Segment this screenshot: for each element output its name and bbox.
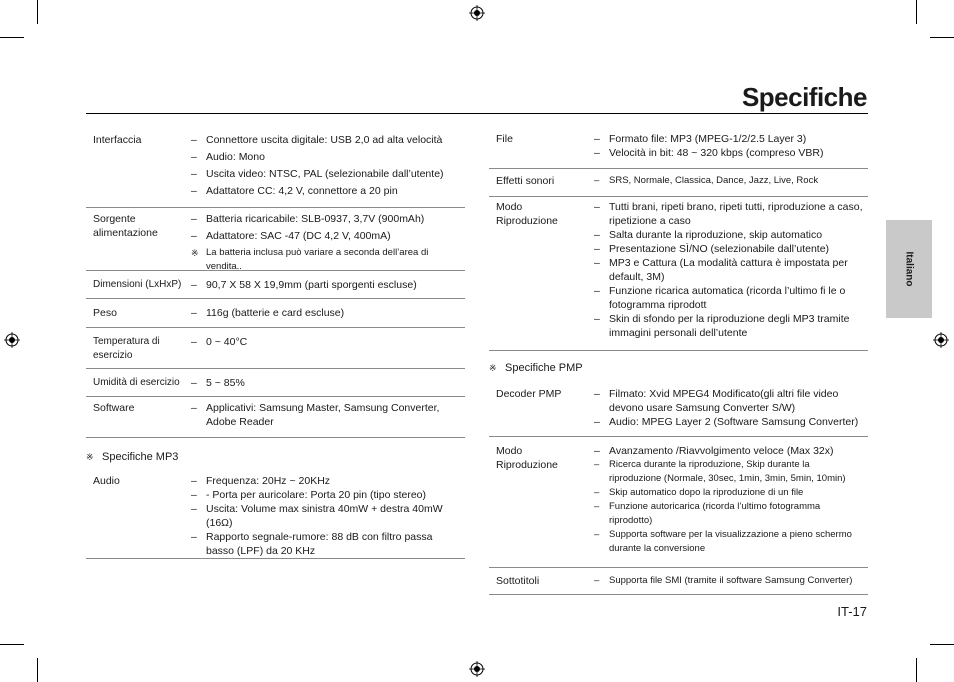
spec-label: Effetti sonori (496, 175, 555, 187)
spec-item: – Adattatore CC: 4,2 V, connettore a 20 pin (191, 184, 461, 198)
spec-row (86, 208, 465, 271)
spec-item: – Frequenza: 20Hz ~ 20KHz (191, 474, 461, 488)
asterisk-icon: ※ (86, 452, 94, 462)
spec-items (594, 200, 864, 340)
spec-item: – Supporta file SMI (tramite il software Samsung Converter) (594, 574, 864, 588)
spec-items (594, 387, 864, 429)
spec-row (86, 328, 465, 369)
section-heading (86, 451, 465, 463)
spec-row (86, 467, 465, 559)
spec-item: – Skin di sfondo per la riproduzione degli MP3 tramite immagini personali dell’utente (594, 312, 864, 340)
crop-mark (916, 658, 917, 682)
spec-note (191, 246, 461, 274)
language-tab (886, 220, 932, 318)
spec-item: – Batteria ricaricabile: SLB-0937, 3,7V (900mAh) (191, 212, 461, 226)
spec-item: – Audio: Mono (191, 150, 461, 164)
spec-row (86, 369, 465, 397)
spec-items (191, 133, 461, 198)
spec-row (86, 126, 465, 208)
spec-item: – Funzione ricarica automatica (ricorda l’ultimo fi le o fotogramma riprodott (594, 284, 864, 312)
right-column (489, 126, 868, 595)
registration-mark-icon (933, 332, 949, 348)
section-heading-text: Specifiche MP3 (102, 451, 179, 463)
spec-item: – 90,7 X 58 X 19,9mm (parti sporgenti escluse) (191, 278, 461, 292)
spec-items (594, 574, 864, 588)
spec-items (191, 212, 461, 274)
language-tab-label: Italiano (903, 251, 915, 287)
spec-label: Temperatura di esercizio (93, 336, 160, 361)
page-title: Specifiche (741, 82, 867, 112)
registration-mark-icon (469, 661, 485, 677)
spec-item: – Salta durante la riproduzione, skip automatico (594, 228, 864, 242)
spec-label: Umidità di esercizio (93, 377, 180, 388)
asterisk-icon: ※ (489, 363, 497, 373)
spec-items (594, 444, 864, 556)
spec-row (86, 271, 465, 299)
spec-row (86, 299, 465, 328)
spec-items (191, 376, 461, 390)
spec-label: Interfaccia (93, 134, 142, 146)
spec-item: – 0 ~ 40°C (191, 335, 461, 349)
spec-item: – - Porta per auricolare: Porta 20 pin (tipo stereo) (191, 488, 461, 502)
spec-label: Peso (93, 307, 117, 319)
crop-mark (0, 644, 24, 645)
spec-item: – Skip automatico dopo la riproduzione di un file (594, 486, 864, 500)
spec-item: – Applicativi: Samsung Master, Samsung Converter, Adobe Reader (191, 401, 461, 429)
spec-label: Modo Riproduzione (496, 201, 558, 227)
spec-row (489, 197, 868, 351)
spec-item: – Connettore uscita digitale: USB 2,0 ad alta velocità (191, 133, 461, 147)
crop-mark (930, 644, 954, 645)
spec-item: – Tutti brani, ripeti brano, ripeti tutti, riproduzione a caso, ripetizione a caso (594, 200, 864, 228)
spec-items (191, 335, 461, 349)
spec-label: Software (93, 402, 135, 414)
spec-label: Dimensioni (LxHxP) (93, 279, 182, 290)
spec-item: – Audio: MPEG Layer 2 (Software Samsung Converter) (594, 415, 864, 429)
spec-row (489, 126, 868, 169)
spec-item: – Filmato: Xvid MPEG4 Modificato(gli altri file video devono usare Samsung Converter S/W) (594, 387, 864, 415)
spec-items (594, 132, 864, 160)
spec-note-text: La batteria inclusa può variare a seconda dell’area di vendita.. (206, 247, 429, 272)
spec-item: – Funzione autoricarica (ricorda l’ultimo fotogramma riprodotto) (594, 500, 864, 528)
title-rule (86, 113, 868, 114)
spec-items (191, 306, 461, 320)
spec-items (594, 174, 864, 188)
spec-item: – Adattatore: SAC -47 (DC 4,2 V, 400mA) (191, 229, 461, 243)
spec-items (191, 278, 461, 292)
spec-item: – Presentazione SÌ/NO (selezionabile dall’utente) (594, 242, 864, 256)
crop-mark (916, 0, 917, 24)
crop-mark (37, 658, 38, 682)
spec-item: – 116g (batterie e card escluse) (191, 306, 461, 320)
spec-label: Sorgente alimentazione (93, 213, 158, 239)
spec-item: – Avanzamento /Riavvolgimento veloce (Max 32x) (594, 444, 864, 458)
spec-label: Modo Riproduzione (496, 445, 558, 471)
crop-mark (37, 0, 38, 24)
spec-item: – Uscita video: NTSC, PAL (selezionabile dall’utente) (191, 167, 461, 181)
crop-mark (0, 37, 24, 38)
spec-label: Decoder PMP (496, 388, 562, 400)
spec-row (86, 397, 465, 438)
page-number: IT-17 (837, 604, 867, 619)
spec-row (489, 437, 868, 568)
asterisk-icon: ※ (191, 248, 199, 258)
spec-item: – Rapporto segnale-rumore: 88 dB con filtro passa basso (LPF) da 20 KHz (191, 530, 461, 558)
section-heading (489, 362, 868, 374)
spec-item: – Formato file: MP3 (MPEG-1/2/2.5 Layer 3) (594, 132, 864, 146)
spec-item: – Velocità in bit: 48 ~ 320 kbps (compreso VBR) (594, 146, 864, 160)
spec-items (191, 474, 461, 558)
left-column (86, 126, 465, 559)
section-heading-text: Specifiche PMP (505, 362, 583, 374)
spec-row (489, 380, 868, 437)
spec-item: – 5 ~ 85% (191, 376, 461, 390)
registration-mark-icon (4, 332, 20, 348)
crop-mark (930, 37, 954, 38)
spec-item: – Supporta software per la visualizzazione a pieno schermo durante la conversione (594, 528, 864, 556)
spec-label: Audio (93, 475, 120, 487)
spec-row (489, 568, 868, 595)
spec-label: Sottotitoli (496, 575, 540, 587)
spec-item: – MP3 e Cattura (La modalità cattura è impostata per default, 3M) (594, 256, 864, 284)
spec-label: File (496, 133, 513, 145)
spec-items (191, 401, 461, 429)
spec-item: – Uscita: Volume max sinistra 40mW + destra 40mW (16Ω) (191, 502, 461, 530)
registration-mark-icon (469, 5, 485, 21)
spec-item: – Ricerca durante la riproduzione, Skip durante la riproduzione (Normale, 30sec, 1min, 3min, 5min, 10min) (594, 458, 864, 486)
spec-item: – SRS, Normale, Classica, Dance, Jazz, Live, Rock (594, 174, 864, 188)
spec-row (489, 169, 868, 197)
